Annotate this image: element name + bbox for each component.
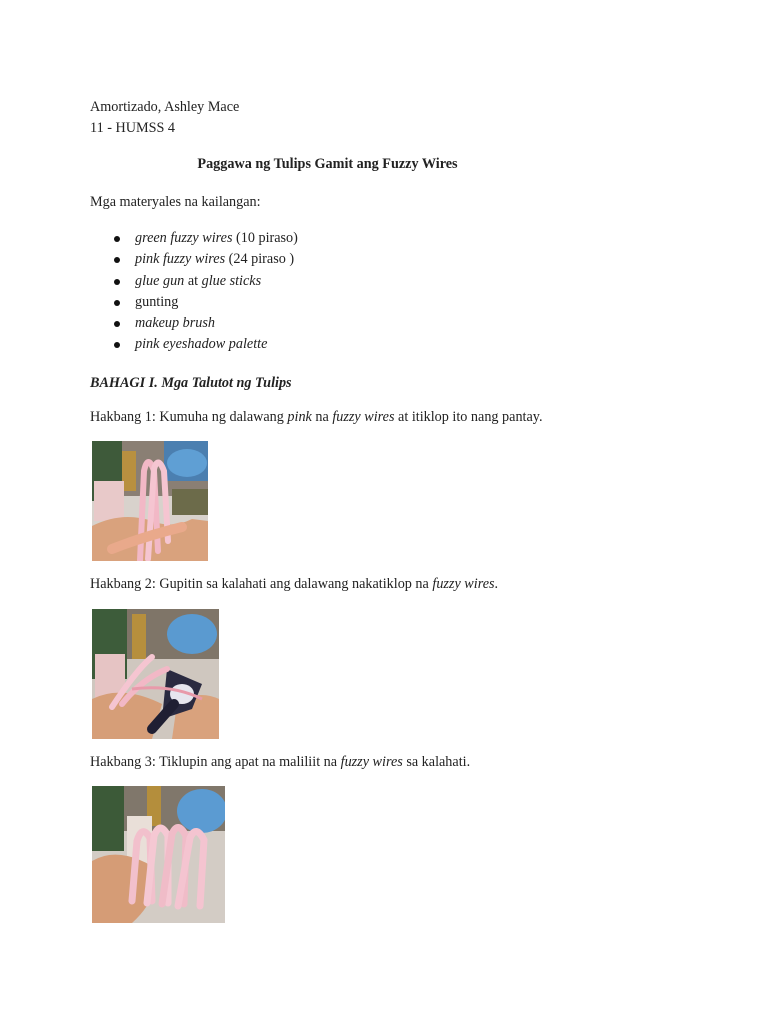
item-italic-text: makeup brush	[135, 315, 215, 332]
step-text: na	[311, 408, 333, 425]
document-page	[90, 97, 565, 937]
photo-cutting-wires	[92, 609, 219, 739]
step-italic-text: fuzzy wires	[340, 753, 403, 770]
step-text: .	[494, 576, 499, 593]
item-text: (24 piraso )	[225, 251, 295, 268]
step-2-photo	[92, 609, 565, 739]
step-1-text	[90, 408, 565, 427]
item-italic-text: pink fuzzy wires	[135, 251, 226, 268]
step-italic-text: pink	[287, 408, 312, 425]
step-text: at itiklop ito nang pantay.	[394, 408, 543, 425]
photo-folded-pink-wires	[92, 441, 208, 561]
step-3-photo	[92, 786, 565, 923]
list-item	[90, 271, 565, 292]
step-2-text	[90, 575, 565, 594]
list-item	[90, 292, 565, 313]
step-italic-text: fuzzy wires	[332, 408, 395, 425]
list-item	[90, 334, 565, 355]
author-name: Amortizado, Ashley Mace	[90, 99, 240, 115]
step-text: sa kalahati.	[402, 753, 471, 770]
item-italic-text: green fuzzy wires	[135, 230, 233, 246]
step-text: Hakbang 2: Gupitin sa kalahati ang dalawang nakatiklop na	[90, 576, 433, 593]
document-title: Paggawa ng Tulips Gamit ang Fuzzy Wires	[197, 156, 458, 172]
step-3-text	[90, 753, 565, 772]
photo-folded-small-wires	[92, 786, 225, 923]
materials-list	[90, 228, 565, 356]
item-text: (10 piraso)	[232, 230, 298, 246]
item-text: gunting	[135, 293, 179, 310]
materials-heading: Mga materyales na kailangan:	[90, 194, 261, 210]
item-italic-text: glue sticks	[201, 272, 262, 289]
section-heading: BAHAGI I. Mga Talutot ng Tulips	[90, 374, 292, 391]
list-item	[90, 249, 565, 270]
step-1-photo	[92, 441, 565, 561]
item-text: at	[184, 272, 202, 289]
author-section: 11 - HUMSS 4	[90, 120, 176, 136]
step-text: Hakbang 1: Kumuha ng dalawang	[90, 408, 288, 425]
list-item	[90, 313, 565, 334]
step-text: Hakbang 3: Tiklupin ang apat na maliliit na	[90, 753, 341, 770]
list-item	[90, 228, 565, 249]
item-italic-text: glue gun	[135, 272, 185, 289]
step-italic-text: fuzzy wires	[432, 576, 495, 593]
item-italic-text: pink eyeshadow palette	[135, 336, 268, 353]
